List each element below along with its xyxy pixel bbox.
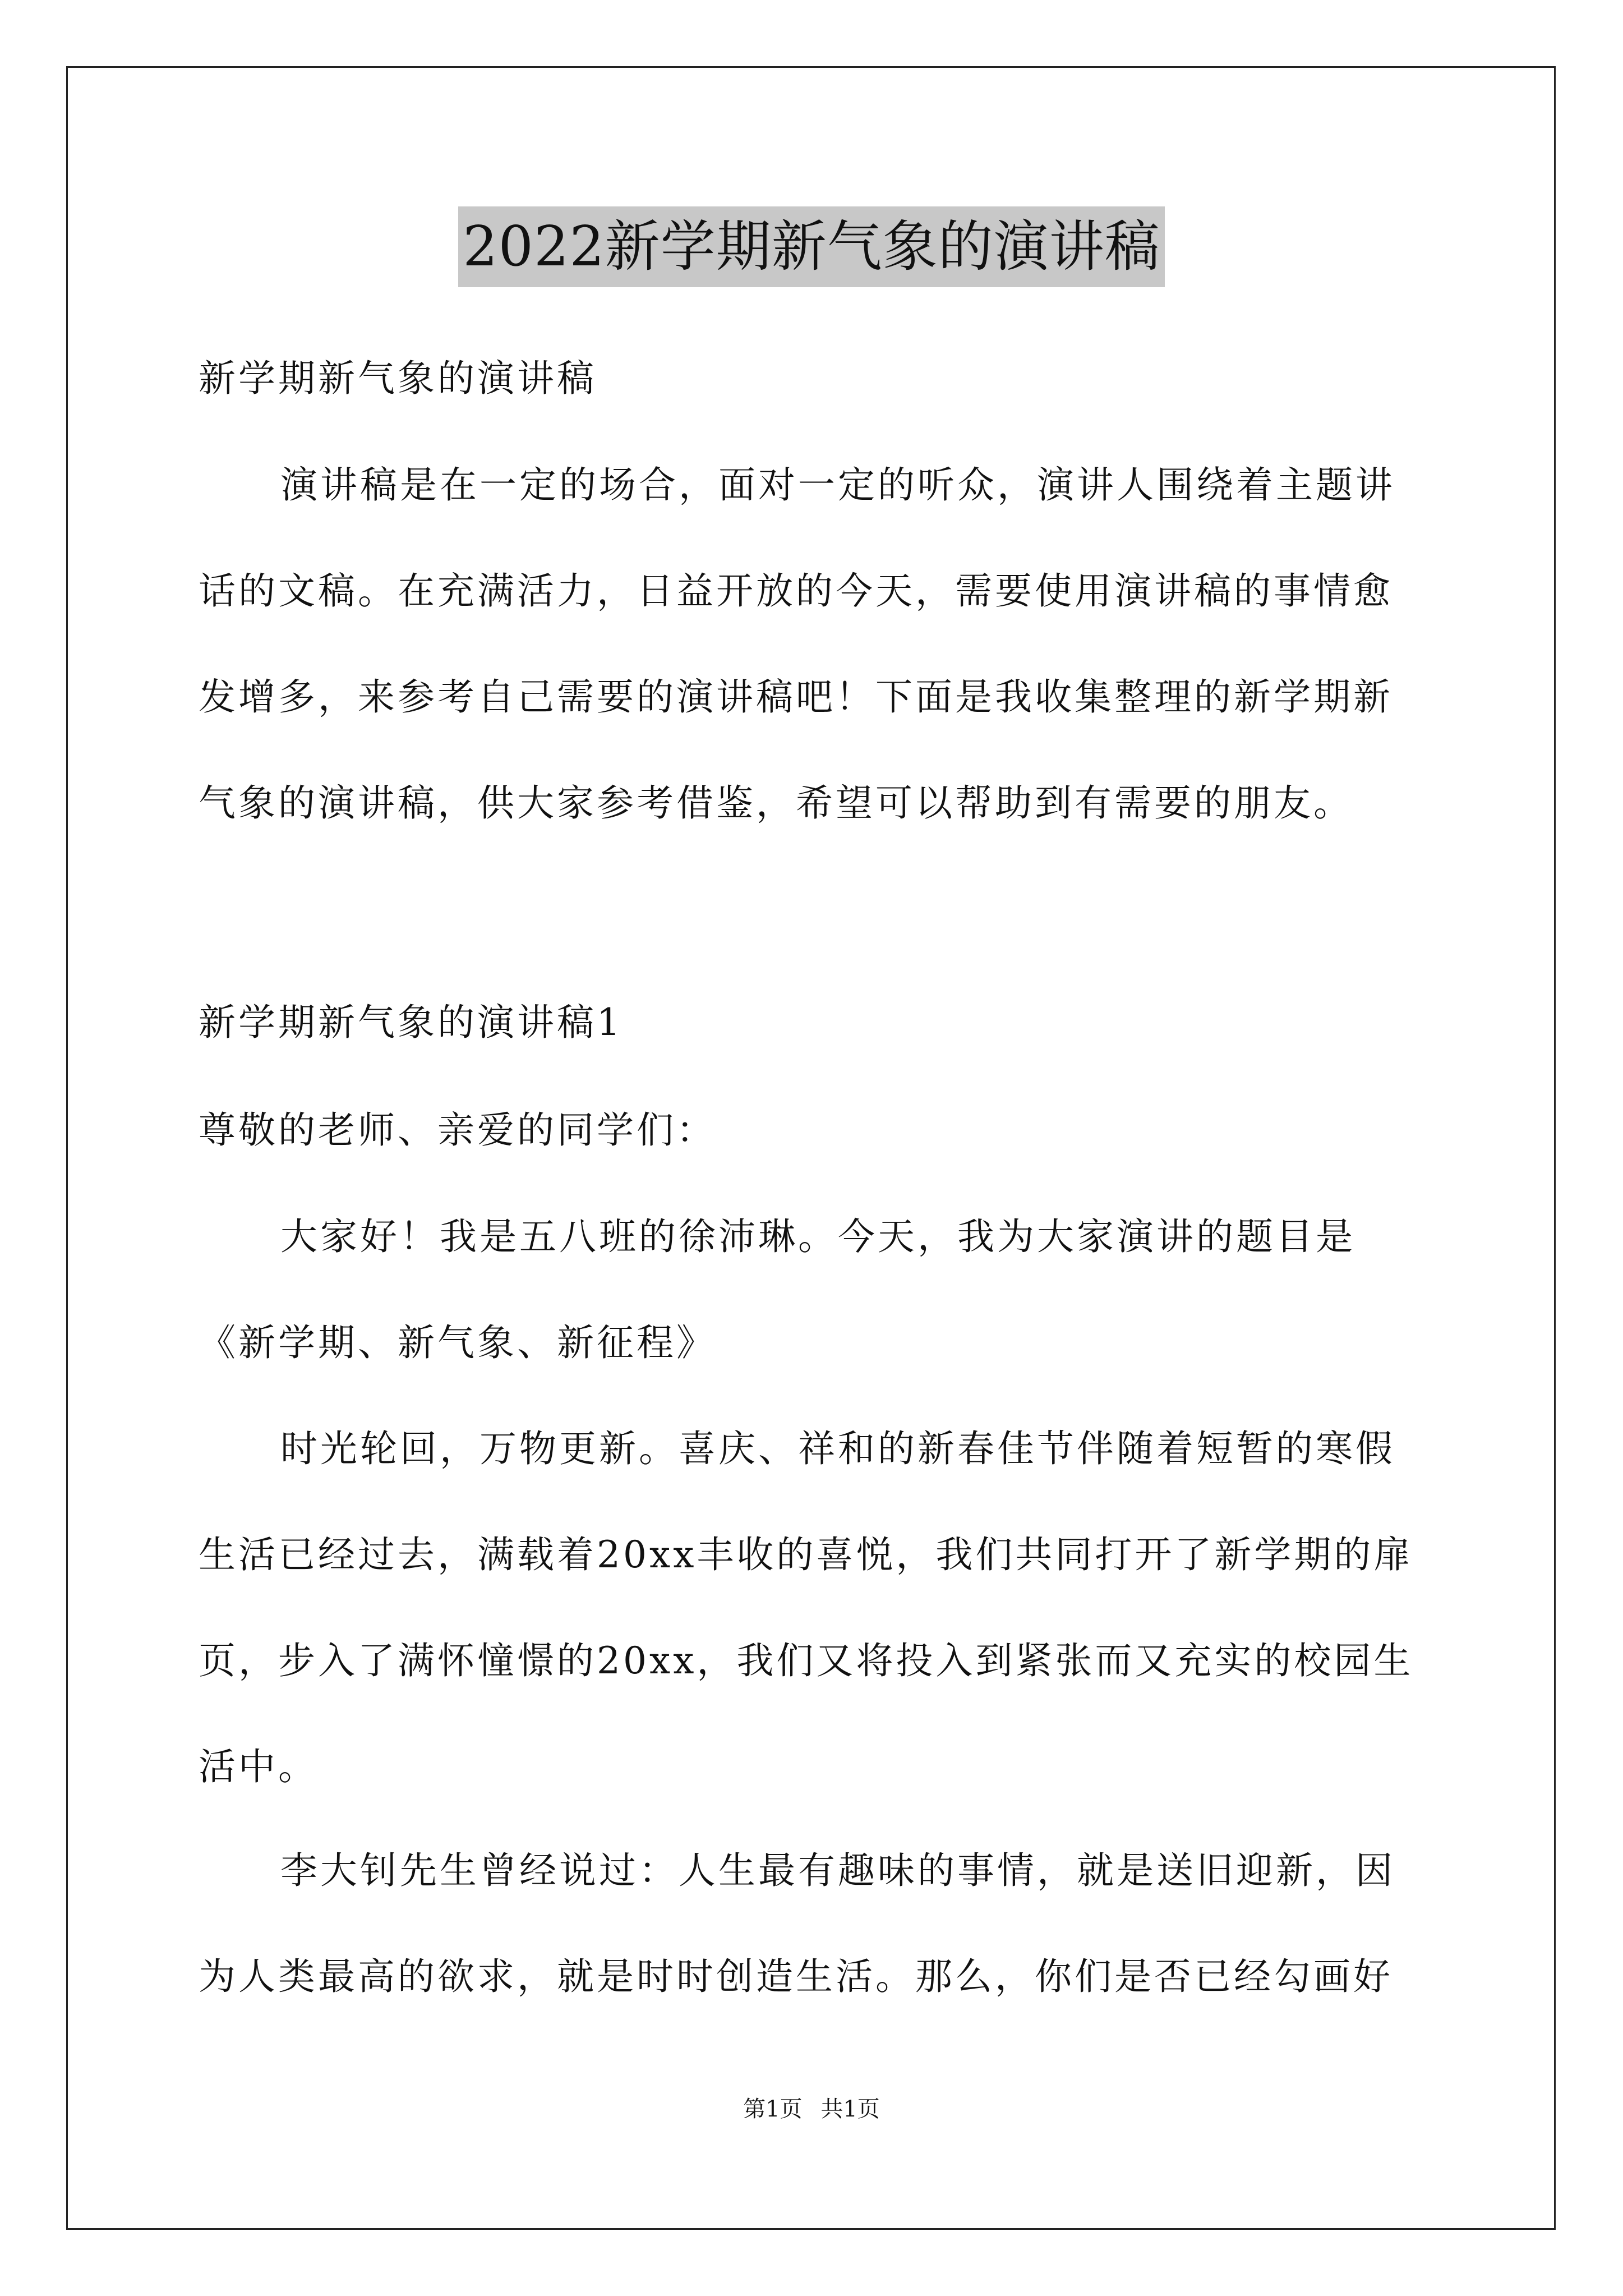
page-footer [0,2091,1623,2123]
document-subtitle: 新学期新气象的演讲稿 [199,357,597,400]
intro-paragraph: 演讲稿是在一定的场合，面对一定的听众，演讲人围绕着主题讲话的文稿。在充满活力，日益开放的今天，需要使用演讲稿的事情愈发增多，来参考自己需要的演讲稿吧！下面是我收集整理的新学期新气象的演讲稿，供大家参考借鉴，希望可以帮助到有需要的朋友。 [199,463,1395,825]
body-paragraph-3: 李大钊先生曾经说过：人生最有趣味的事情，就是送旧迎新，因为人类最高的欲求，就是时时创造生活。那么，你们是否已经勾画好 [199,1849,1395,1998]
document-title: 2022新学期新气象的演讲稿 [458,206,1164,287]
body-paragraph-1: 大家好！我是五八班的徐沛琳。今天，我为大家演讲的题目是《新学期、新气象、新征程》 [199,1215,1355,1364]
section-heading: 新学期新气象的演讲稿1 [199,1001,623,1044]
page-number: 第1页 [743,2096,803,2122]
title-container [0,206,1623,287]
salutation: 尊敬的老师、亲爱的同学们： [199,1108,716,1152]
body-paragraph-2: 时光轮回，万物更新。喜庆、祥和的新春佳节伴随着短暂的寒假生活已经过去，满载着20xx丰收的喜悦，我们共同打开了新学期的扉页，步入了满怀憧憬的20xx，我们又将投入到紧张而又充实的校园生活中。 [199,1427,1414,1788]
page-total: 共1页 [820,2096,880,2122]
